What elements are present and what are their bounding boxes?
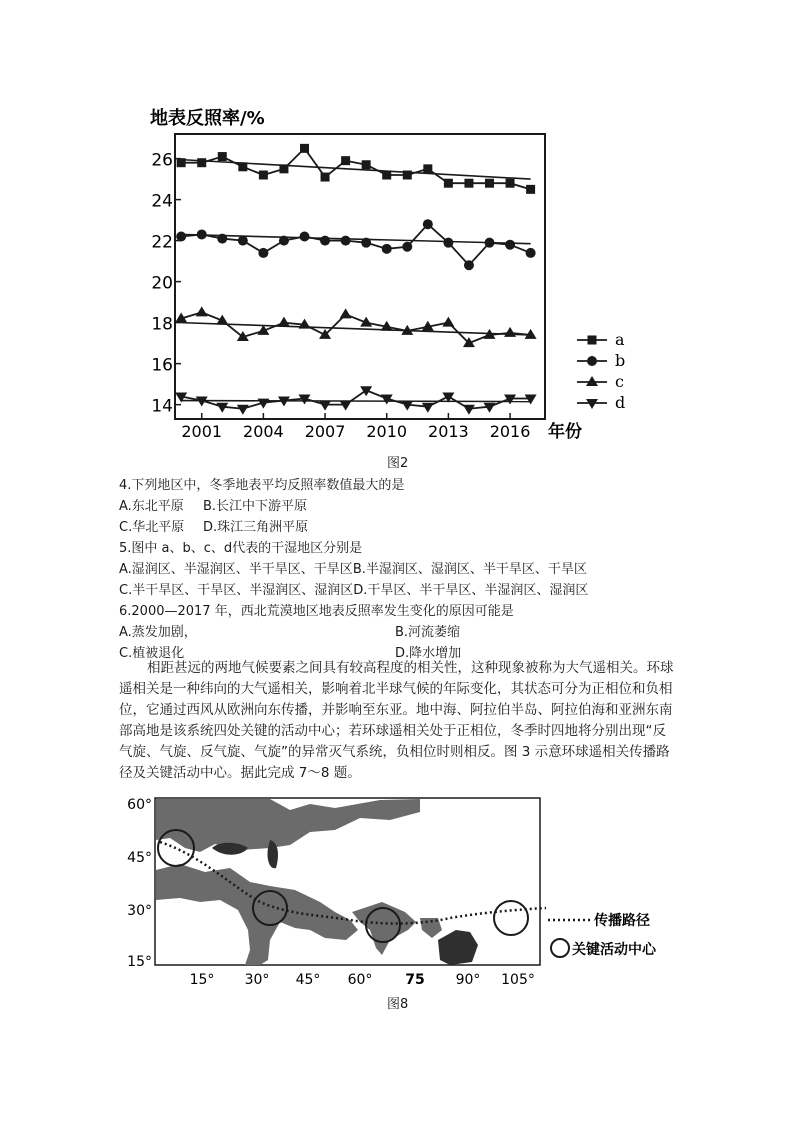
y-tick-label: 24 [151, 191, 173, 212]
data-point-b [464, 260, 474, 270]
data-point-a [279, 164, 288, 173]
y-tick-label: 16 [151, 355, 173, 376]
legend-marker-d [586, 399, 598, 409]
q4-option-c: C.华北平原 [119, 520, 185, 535]
data-point-b [423, 219, 433, 229]
data-point-c [504, 327, 516, 337]
latitude-label: 15° [127, 954, 152, 970]
legend-label-c: c [615, 372, 624, 391]
data-point-b [217, 234, 227, 244]
data-point-a [218, 152, 227, 161]
legend-marker-b [587, 356, 597, 366]
data-point-a [403, 171, 412, 180]
data-point-b [485, 238, 495, 248]
x-tick-label: 2007 [304, 422, 346, 441]
latitude-label: 60° [127, 797, 152, 813]
data-point-b [258, 248, 268, 258]
data-point-d [237, 405, 249, 415]
teleconnection-map [120, 790, 680, 990]
data-point-a [321, 173, 330, 182]
q6-option-c: C.植被退化 [119, 646, 185, 661]
longitude-label: 75 [405, 972, 425, 988]
data-point-b [320, 236, 330, 246]
legend-label-d: d [615, 393, 626, 412]
longitude-label: 90° [455, 972, 481, 988]
longitude-label: 30° [244, 972, 270, 988]
data-point-a [177, 158, 186, 167]
data-point-d [319, 401, 331, 411]
longitude-label: 45° [295, 972, 321, 988]
data-point-a [362, 160, 371, 169]
series-line-d [181, 390, 530, 408]
legend-marker-a [588, 336, 597, 345]
q5-option-d: D.干旱区、半干旱区、半湿润区、湿润区 [353, 583, 589, 598]
y-tick-label: 26 [151, 150, 173, 171]
x-tick-label: 2004 [243, 422, 284, 441]
data-point-a [382, 171, 391, 180]
q6-option-d: D.降水增加 [395, 646, 462, 661]
figure2-caption: 图2 [387, 456, 409, 471]
data-point-a [423, 164, 432, 173]
series-c [175, 306, 536, 347]
legend-label-b: b [615, 351, 626, 370]
q6-options-row1 [119, 621, 460, 640]
y-tick-label: 18 [151, 314, 173, 335]
q5-stem: 5.图中 a、b、c、d代表的干湿地区分别是 [119, 541, 363, 556]
data-point-c [278, 317, 290, 327]
data-point-b [382, 244, 392, 254]
longitude-label: 60° [347, 972, 373, 988]
legend-path-label: 传播路径 [594, 913, 650, 929]
x-axis-title: 年份 [548, 422, 582, 442]
longitude-label: 105° [501, 972, 535, 988]
x-tick-label: 2016 [489, 422, 531, 441]
y-tick-label: 22 [151, 232, 173, 253]
series-a [177, 144, 535, 194]
data-point-a [464, 179, 473, 188]
y-tick-label: 14 [151, 396, 173, 417]
q5-option-b: B.半湿润区、湿润区、半干旱区、干旱区 [352, 562, 587, 577]
data-point-d [463, 405, 475, 415]
data-point-c [196, 306, 208, 316]
q5-option-c: C.半干旱区、干旱区、半湿润区、湿润区 [119, 583, 354, 598]
legend-label-a: a [615, 330, 625, 349]
data-point-b [176, 232, 186, 242]
figure8-caption: 图8 [387, 997, 409, 1012]
q6-option-a: A.蒸发加剧， [119, 625, 197, 640]
data-point-a [197, 158, 206, 167]
data-point-b [402, 242, 412, 252]
q4-options-row2 [119, 516, 308, 535]
q4-option-b: B.长江中下游平原 [203, 499, 308, 514]
data-point-a [526, 185, 535, 194]
latitude-label: 30° [127, 903, 152, 919]
x-tick-label: 2013 [428, 422, 469, 441]
data-point-a [259, 171, 268, 180]
q6-stem: 6.2000—2017 年，西北荒漠地区地表反照率发生变化的原因可能是 [119, 604, 514, 619]
series-b [176, 219, 535, 270]
data-point-b [505, 240, 515, 250]
series-line-b [181, 224, 530, 265]
data-point-c [442, 317, 454, 327]
y-axis-title: 地表反照率/% [150, 108, 265, 129]
series-d [175, 386, 536, 414]
data-point-b [300, 232, 310, 242]
q6-option-b: B.河流萎缩 [395, 625, 461, 640]
data-point-d [340, 401, 352, 411]
data-point-a [341, 156, 350, 165]
data-point-b [526, 248, 536, 258]
q4-option-a: A.东北平原 [119, 499, 184, 514]
q5-options-row1 [119, 558, 587, 577]
data-point-a [506, 179, 515, 188]
q4-option-d: D.珠江三角洲平原 [203, 520, 309, 535]
data-point-b [238, 236, 248, 246]
trend-line-d [181, 401, 530, 402]
series-line-c [181, 312, 530, 343]
data-point-b [361, 238, 371, 248]
latitude-label: 45° [127, 850, 152, 866]
legend-center-label: 关键活动中心 [572, 942, 656, 958]
q4-options-row1 [119, 495, 307, 514]
q5-options-row2 [119, 579, 588, 598]
albedo-line-chart [140, 100, 660, 445]
legend-center-sample [551, 939, 569, 957]
x-tick-label: 2010 [366, 422, 408, 441]
data-point-d [422, 403, 434, 413]
x-tick-label: 2001 [181, 422, 223, 441]
data-point-a [300, 144, 309, 153]
q4-stem: 4.下列地区中，冬季地表平均反照率数值最大的是 [119, 478, 405, 493]
passage-paragraph: 相距甚远的两地气候要素之间具有较高程度的相关性，这种现象被称为大气遥相关。环球遥相关是一种纬向的大气遥相关，影响着北半球气候的年际变化，其状态可分为正相位和负相位，它通过西风从欧洲向东传播，并影响至东亚。地中海、阿拉伯半岛、阿拉伯海和亚洲东南部高地是该系统四处关键的活动中心；若环球遥相关处于正相位，冬季时四地将分别出现“反气旋、气旋、反气旋、气旋”的异常灭气系统，负相位时则相反。图 3 示意环球遥相关传播路径及关键活动中心。据此完成 7～8 题。 [119, 660, 674, 781]
data-point-b [279, 236, 289, 246]
data-point-d [525, 394, 537, 404]
data-point-c [340, 308, 352, 318]
data-point-b [341, 236, 351, 246]
data-point-a [238, 162, 247, 171]
y-tick-label: 20 [151, 273, 173, 294]
legend-marker-c [586, 376, 598, 386]
data-point-a [485, 179, 494, 188]
q5-option-a: A.湿润区、半湿润区、半干旱区、干旱区 [119, 562, 353, 577]
data-point-b [443, 238, 453, 248]
data-point-b [197, 229, 207, 239]
longitude-label: 15° [189, 972, 215, 988]
data-point-a [444, 179, 453, 188]
